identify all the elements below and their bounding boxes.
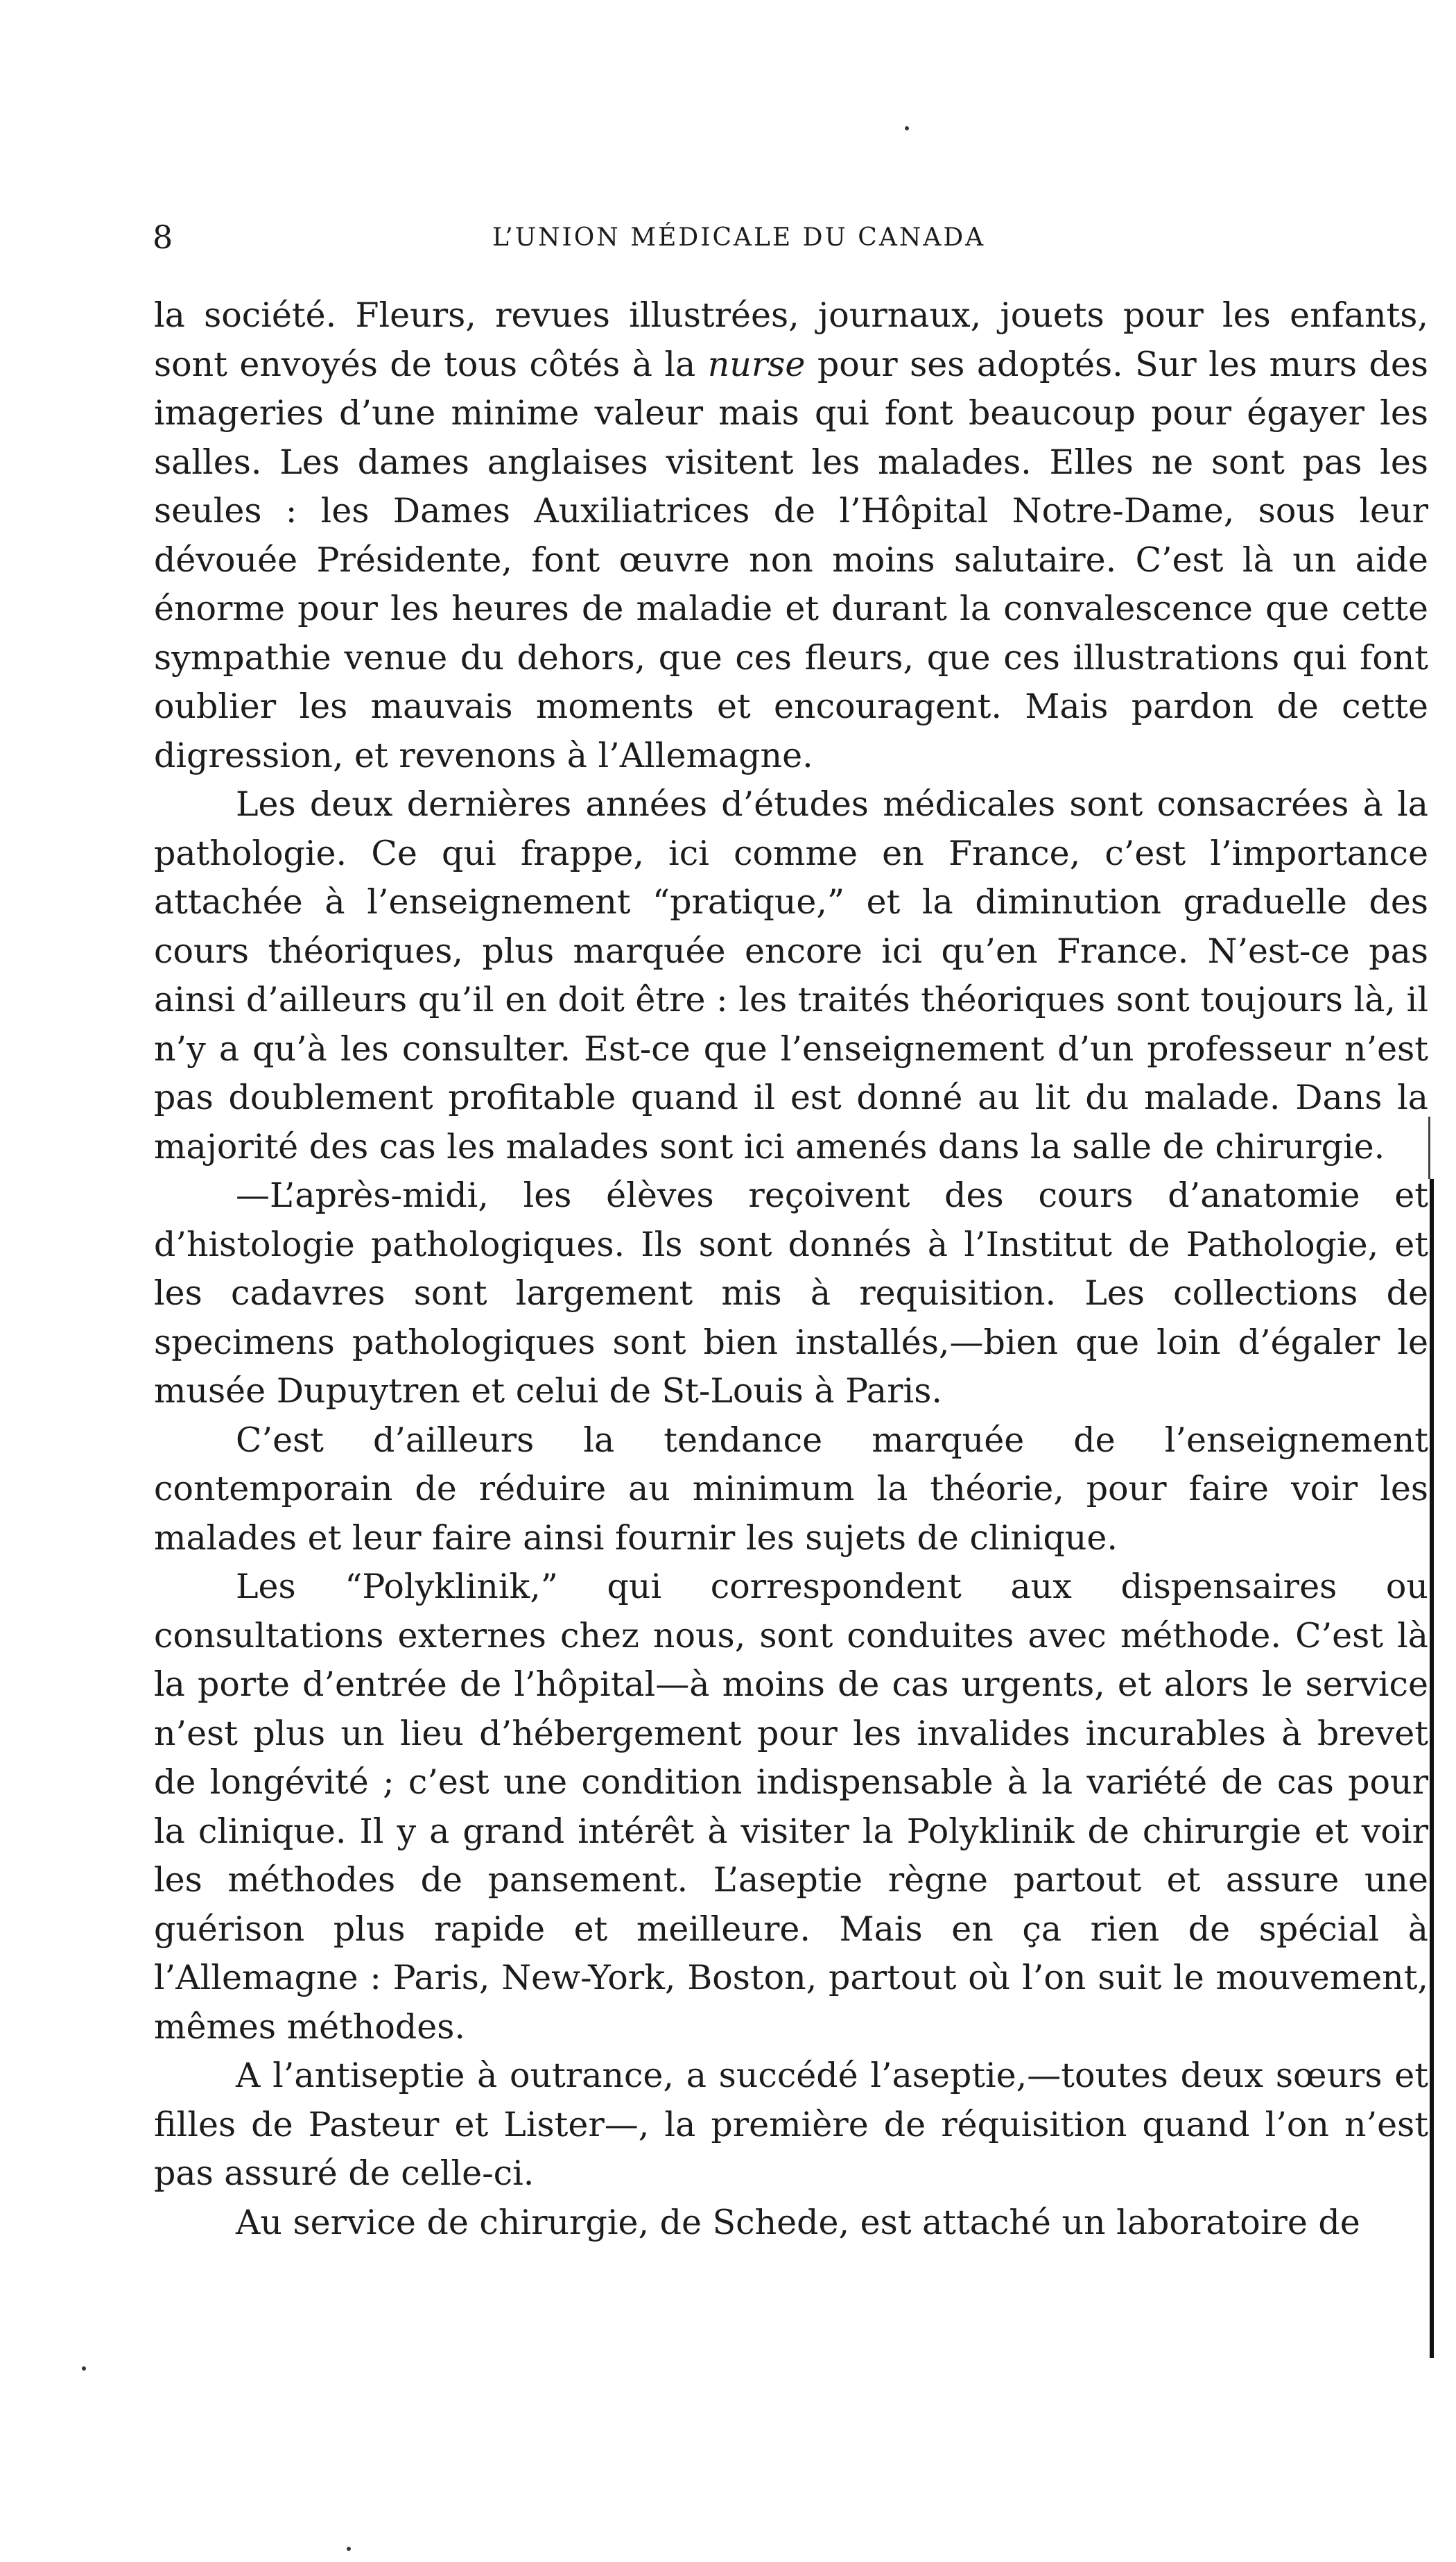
article-body <box>154 291 1428 2247</box>
scan-edge-line <box>1430 1179 1434 2358</box>
paragraph-2: Les deux dernières années d’études médicales sont consacrées à la pathologie. Ce qui frappe, ici comme en France, c’est l’importance attachée à l’enseignement “pratique,” et la diminution graduelle des cours théoriques, plus marquée encore ici qu’en France. N’est-ce pas ainsi d’ailleurs qu’il en doit être : les traités théoriques sont toujours là, il n’y a qu’à les consulter. Est-ce que l’enseignement d’un professeur n’est pas doublement profitable quand il est donné au lit du malade. Dans la majorité des cas les malades sont ici amenés dans la salle de chirurgie. <box>154 784 1428 1167</box>
scan-speck <box>82 2366 86 2371</box>
scan-speck <box>347 2547 351 2551</box>
paragraph-1-text-end: pour ses adoptés. Sur les murs des imageries d’une minime valeur mais qui font beaucoup pour égayer les salles. Les dames anglaises visitent les malades. Elles ne sont pas les seules : les Dames Auxiliatrices de l’Hôpital Notre-Dame, sous leur dévouée Présidente, font œuvre non moins salutaire. C’est là un aide énorme pour les heures de maladie et durant la convalescence que cette sympathie venue du dehors, que ces fleurs, que ces illustrations qui font oublier les mauvais moments et encouragent. Mais pardon de cette digression, et revenons à l’Allemagne. <box>154 344 1428 775</box>
paragraph-1-text-start: la société. Fleurs, revues illustrées, journaux, jouets pour les enfants, sont envoyés de tous côtés à la <box>154 295 1428 384</box>
paragraph-5: Les “Polyklinik,” qui correspondent aux dispensaires ou consultations externes chez nous, sont conduites avec méthode. C’est là la porte d’entrée de l’hôpital—à moins de cas urgents, et alors le service n’est plus un lieu d’hébergement pour les invalides incurables à brevet de longévité ; c’est une condition indispensable à la variété de cas pour la clinique. Il y a grand intérêt à visiter la Polyklinik de chirurgie et voir les méthodes de pansement. L’aseptie règne partout et assure une guérison plus rapide et meilleure. Mais en ça rien de spécial à l’Allemagne : Paris, New-York, Boston, partout où l’on suit le mouvement, mêmes méthodes. <box>154 1567 1428 2047</box>
paragraph-1 <box>154 291 1428 780</box>
paragraph-3: —L’après-midi, les élèves reçoivent des cours d’anatomie et d’histologie pathologiques. Ils sont donnés à l’Institut de Pathologie, et les cadavres sont largement mis à requisition. Les collections de specimens pathologiques sont bien installés,—bien que loin d’égaler le musée Dupuytren et celui de St-Louis à Paris. <box>154 1176 1428 1411</box>
page-number: 8 <box>153 218 173 256</box>
running-head <box>153 216 1428 258</box>
paragraph-7: Au service de chirurgie, de Schede, est attaché un laboratoire de <box>236 2202 1360 2242</box>
paragraph-1-italic-word: nurse <box>707 344 806 384</box>
paragraph-4: C’est d’ailleurs la tendance marquée de l’enseignement contemporain de réduire au minimum la théorie, pour faire voir les malades et leur faire ainsi fournir les sujets de clinique. <box>154 1420 1428 1558</box>
paragraph-6: A l’antiseptie à outrance, a succédé l’aseptie,—toutes deux sœurs et filles de Pasteur et Lister—, la première de réquisition quand l’on n’est pas assuré de celle-ci. <box>154 2056 1428 2193</box>
scan-speck <box>905 126 909 130</box>
scan-edge-line-upper <box>1428 1117 1430 1179</box>
journal-title: L’UNION MÉDICALE DU CANADA <box>492 223 986 252</box>
